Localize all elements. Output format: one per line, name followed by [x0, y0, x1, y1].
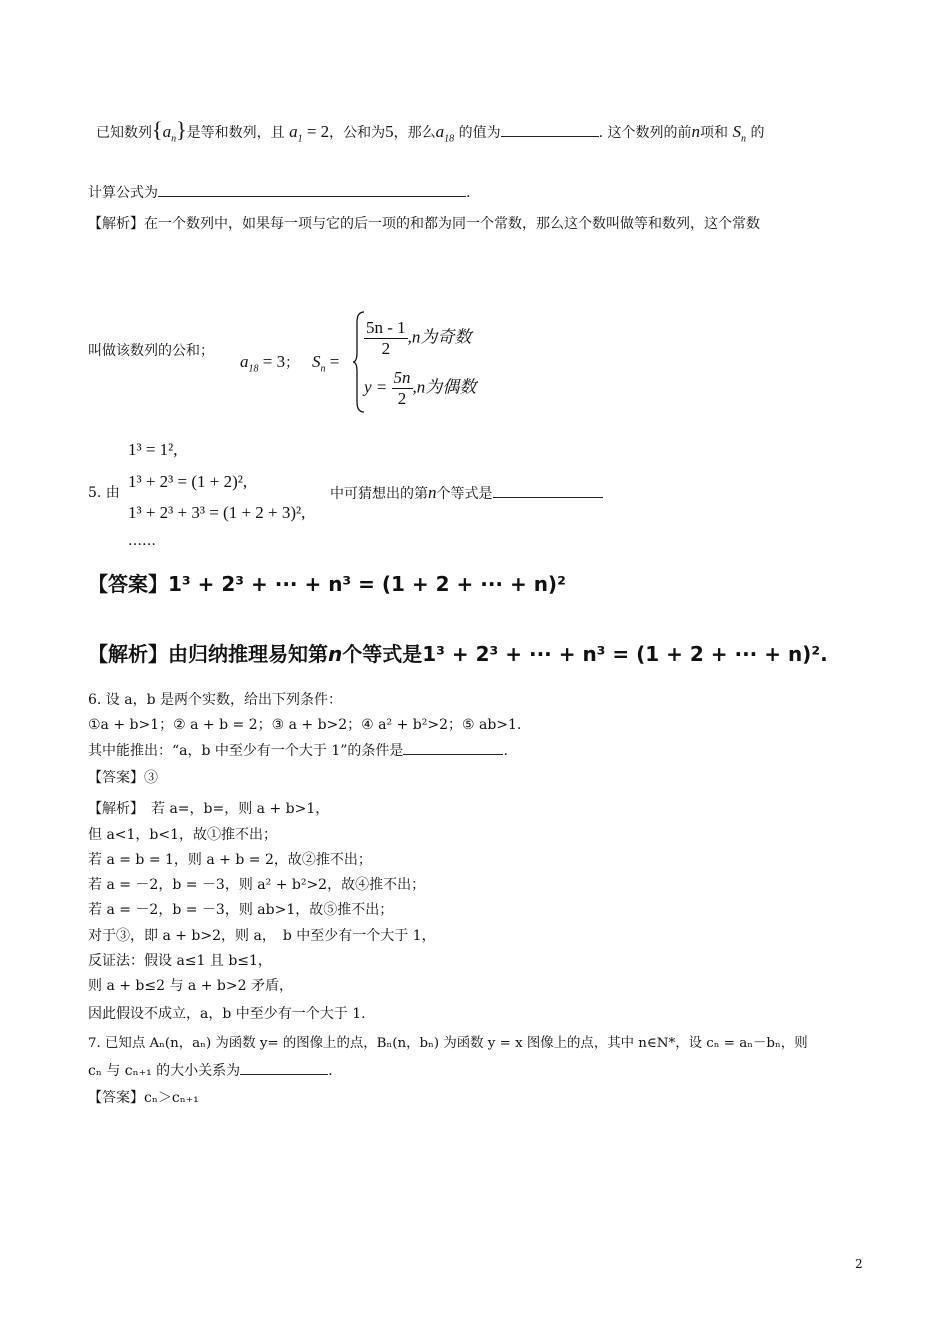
q4-text-d: ，那么 — [393, 125, 436, 141]
q4-formula-prompt: 计算公式为 — [88, 185, 158, 201]
an-symbol: $a_n$ — [162, 122, 177, 145]
analysis-label: 【解析】 — [88, 216, 144, 232]
q7-line-1: 7. 已知点 Aₙ(n，aₙ) 为函数 y= 的图像上的点，Bₙ(n，bₙ) 为函数 y = x 图像上的点，其中 n∈N*，设 cₙ = aₙ－bₙ，则 — [88, 1036, 808, 1051]
common-sum-text: 叫做该数列的公和； — [88, 343, 214, 359]
analysis-text-bold: 由归纳推理易知第 — [168, 642, 328, 666]
even-condition: ,n为偶数 — [412, 377, 477, 397]
q4-line-4-label — [88, 341, 214, 361]
sn-piecewise — [312, 352, 339, 374]
sn-symbol: $S_n$ — [732, 122, 746, 145]
q6-analysis-7: 反证法：假设 a≤1 且 b≤1， — [88, 953, 272, 969]
q4-text-h: 的 — [750, 125, 765, 141]
q6-analysis-9: 因此假设不成立，a，b 中至少有一个大于 1. — [88, 1006, 366, 1022]
a1-symbol: $a_1$ — [289, 122, 303, 145]
q4-line-2 — [88, 182, 470, 203]
answer-formula-bold: 1³ + 2³ + ··· + n³ = (1 + 2 + ··· + n)² — [168, 572, 566, 596]
q6-period: . — [503, 743, 508, 759]
q7-line-2 — [88, 1060, 333, 1081]
common-sum: 5 — [385, 122, 394, 141]
q6-answer: 【答案】③ — [88, 770, 158, 786]
q6-line-3 — [88, 740, 508, 761]
q5-eq-2: 1³ + 2³ = (1 + 2)², — [128, 472, 248, 491]
q6-line-2: ①a + b>1；② a + b = 2；③ a + b>2；④ a² + b²>2；⑤ ab>1. — [88, 717, 522, 733]
answer-blank-5[interactable] — [240, 1060, 328, 1075]
q5-n: n — [428, 483, 437, 502]
analysis-text: 在一个数列中，如果每一项与它的后一项的和都为同一个常数，那么这个数叫做等和数列，这个常数 — [144, 216, 760, 232]
q5-eq-1: 1³ = 1², — [128, 440, 178, 459]
a18-value: = 3 — [258, 352, 286, 371]
q6-question-text: 其中能推出：“a，b 中至少有一个大于 1”的条件是 — [88, 743, 404, 759]
n-symbol: n — [691, 122, 701, 141]
answer-blank-2[interactable] — [158, 182, 466, 197]
seq-an: { — [152, 117, 163, 142]
semicolon: ； — [285, 355, 300, 371]
q6-analysis-3: 若 a = b = 1，则 a + b = 2，故②推不出； — [88, 852, 372, 868]
numerator-1: 5n - 1 — [366, 318, 406, 337]
q5-middle-text: 中可猜想出的第 — [330, 486, 428, 502]
q4-analysis — [88, 214, 760, 234]
q5-prefix: 5. 由 — [88, 485, 120, 501]
q6-analysis-6: 对于③，即 a + b>2，则 a， b 中至少有一个大于 1， — [88, 928, 436, 944]
piecewise-case-2 — [364, 368, 476, 409]
q5-analysis — [88, 638, 828, 667]
odd-condition: ,n为奇数 — [407, 327, 472, 347]
a18-symbol-2: $a_{18}$ — [240, 352, 259, 375]
analysis-formula-bold: 1³ + 2³ + ··· + n³ = (1 + 2 + ··· + n)². — [422, 642, 828, 666]
q5-answer — [88, 568, 566, 597]
piecewise-case-1 — [364, 318, 471, 359]
answer-blank-4[interactable] — [403, 740, 503, 755]
answer-blank-1[interactable] — [501, 122, 599, 137]
q6-line-1: 6. 设 a，b 是两个实数，给出下列条件： — [88, 692, 343, 708]
period: . — [466, 185, 471, 201]
brace-close: } — [176, 117, 187, 142]
a1-value: = 2 — [302, 122, 330, 141]
q7-period: . — [328, 1063, 333, 1079]
q6-analysis-5: 若 a = －2，b = －3，则 ab>1，故⑤推不出； — [88, 902, 394, 918]
q7-question-text: cₙ 与 cₙ₊₁ 的大小关系为 — [88, 1063, 241, 1079]
analysis-n-bold: n — [328, 642, 343, 666]
q4-text-f: . 这个数列的前 — [598, 125, 692, 141]
y-equals: y = — [364, 377, 392, 397]
q4-text-g: 项和 — [700, 125, 729, 141]
denominator-2: 2 — [397, 389, 407, 408]
q7-answer: 【答案】cₙ＞cₙ₊₁ — [88, 1090, 199, 1106]
equals: = — [325, 352, 340, 371]
q5-eq-3: 1³ + 2³ + 3³ = (1 + 2 + 3)², — [128, 503, 306, 522]
q4-line-1 — [96, 117, 765, 149]
q6-analysis-2: 但 a<1，b<1，故①推不出； — [88, 827, 278, 843]
q4-text-e: 的值为 — [458, 125, 501, 141]
q5-question — [330, 483, 603, 504]
a18-symbol: $a_{18}$ — [435, 122, 455, 145]
q6-analysis-4: 若 a = －2，b = －3，则 a² + b²>2，故④推不出； — [88, 877, 426, 893]
numerator-2: 5n — [393, 368, 411, 387]
answer-blank-3[interactable] — [493, 483, 603, 498]
sn-lhs: $S_n$ — [312, 352, 326, 375]
q6-analysis-1: 【解析】 若 a=，b=，则 a + b>1， — [88, 801, 330, 817]
q4-text-a: 已知数列 — [96, 125, 152, 141]
analysis-text2-bold: 个等式是 — [342, 642, 423, 666]
page-number: 2 — [855, 1257, 863, 1271]
q5-suffix-text: 个等式是 — [436, 486, 493, 502]
answer-label-bold: 【答案】 — [88, 572, 168, 596]
fraction-2 — [392, 368, 413, 409]
analysis-label-bold: 【解析】 — [88, 642, 168, 666]
denominator-1: 2 — [381, 339, 391, 358]
q4-text-b: 是等和数列，且 — [186, 125, 285, 141]
q4-text-c: ，公和为 — [329, 125, 386, 141]
q5-dots: …… — [128, 533, 156, 549]
a18-result — [240, 352, 299, 374]
fraction-1 — [364, 318, 408, 359]
q6-analysis-8: 则 a + b≤2 与 a + b>2 矛盾， — [88, 978, 293, 994]
